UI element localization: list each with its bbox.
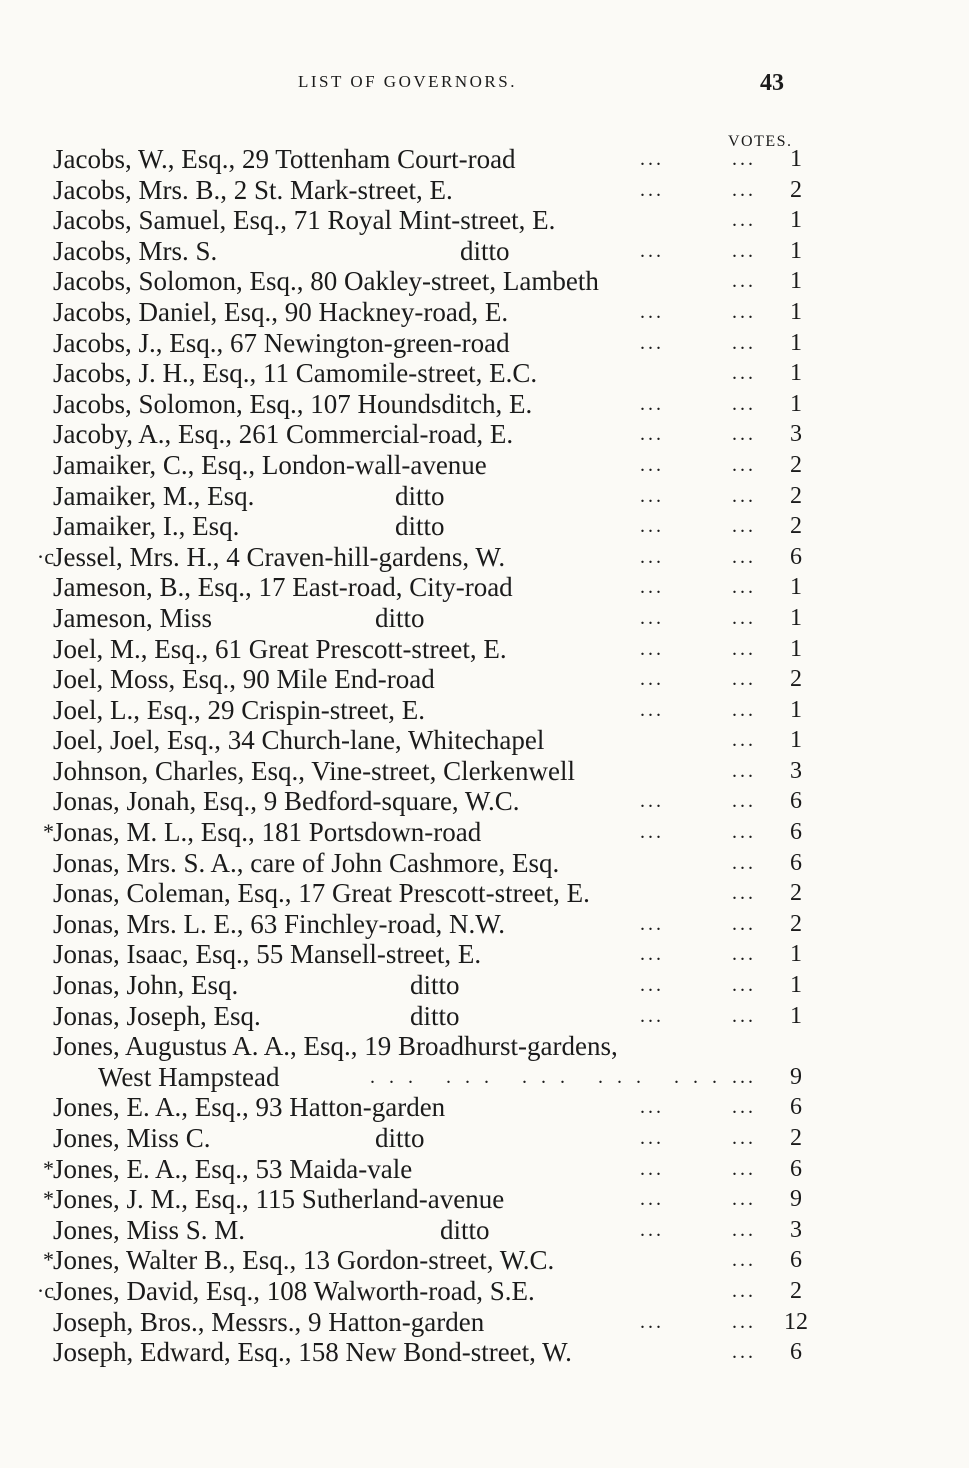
leader-dots: ...	[732, 606, 756, 629]
ditto-mark: ditto	[410, 1000, 460, 1031]
entry-name: Johnson, Charles, Esq., Vine-street, Clerkenwell	[53, 755, 576, 786]
entry-votes: 6	[790, 543, 802, 570]
leader-dots: ...	[732, 698, 756, 721]
list-entry	[0, 1184, 969, 1215]
entry-name: Jonas, Joseph, Esq.	[53, 1000, 261, 1031]
entry-votes: 1	[790, 941, 802, 968]
ditto-mark: ditto	[460, 235, 510, 266]
leader-dots: ...	[732, 392, 756, 415]
leader-dots: ...	[640, 668, 664, 691]
entry-votes: 2	[790, 910, 802, 937]
leader-dots: ...	[732, 1065, 756, 1088]
leader-dots: ...	[732, 882, 756, 905]
leader-dots: ...	[732, 362, 756, 385]
entry-votes: 6	[790, 788, 802, 815]
leader-dots: ...	[732, 668, 756, 691]
leader-dots: ...	[640, 974, 664, 997]
entry-name: Joel, Moss, Esq., 90 Mile End-road	[53, 664, 435, 695]
leader-dots: ...	[732, 759, 756, 782]
entry-name: Jonas, Coleman, Esq., 17 Great Prescott-street, E.	[53, 878, 590, 909]
ditto-mark: ditto	[395, 480, 445, 511]
list-entry	[0, 1307, 969, 1338]
leader-dots: ...	[732, 545, 756, 568]
list-entry	[0, 939, 969, 970]
list-entry	[0, 1154, 969, 1185]
leader-dots: ...	[732, 1218, 756, 1241]
entry-name: Jonas, Isaac, Esq., 55 Mansell-street, E.	[53, 939, 482, 970]
leader-dots: ...	[732, 943, 756, 966]
entry-name: Jacobs, Daniel, Esq., 90 Hackney-road, E.	[53, 296, 509, 327]
ditto-mark: ditto	[410, 970, 460, 1001]
leader-dots: ...	[640, 239, 664, 262]
entry-name: Jones, Miss C.	[53, 1123, 211, 1153]
entry-name: Joseph, Edward, Esq., 158 New Bond-street, W.	[53, 1337, 572, 1368]
leader-dots: ...	[640, 1188, 664, 1211]
entry-name: Jacobs, Mrs. S.	[53, 235, 218, 266]
leader-dots: ...	[640, 637, 664, 660]
list-entry	[0, 756, 969, 787]
leader-dots: ...	[732, 178, 756, 201]
list-entry	[0, 1092, 969, 1123]
entry-name: Jonas, Mrs. S. A., care of John Cashmore, Esq.	[53, 847, 560, 878]
entry-votes: 1	[790, 360, 802, 387]
entry-name: Jacobs, Samuel, Esq., 71 Royal Mint-street, E.	[53, 205, 556, 236]
leader-dots: ...	[640, 698, 664, 721]
entry-votes: 2	[790, 482, 802, 509]
entry-name: Joel, M., Esq., 61 Great Prescott-street, E.	[53, 633, 507, 664]
leader-dots: ...	[640, 453, 664, 476]
leader-dots: ...	[732, 729, 756, 752]
leader-dots: ...	[732, 1188, 756, 1211]
list-entry-continuation	[0, 1062, 969, 1093]
entry-name: Jones, Walter B., Esq., 13 Gordon-street, W.C.	[53, 1245, 555, 1276]
leader-dots: ...	[640, 1157, 664, 1180]
list-entry	[0, 358, 969, 389]
ditto-mark: ditto	[375, 1123, 425, 1153]
entry-votes: 9	[790, 1186, 802, 1213]
entry-votes: 1	[790, 237, 802, 264]
entry-votes: 2	[790, 513, 802, 540]
entry-name: West Hampstead	[98, 1061, 280, 1092]
leader-dots: ...	[640, 423, 664, 446]
list-entry	[0, 878, 969, 909]
leader-dots: ...	[732, 270, 756, 293]
list-entry	[0, 542, 969, 573]
leader-dots: ...	[732, 576, 756, 599]
ditto-mark: ditto	[395, 511, 445, 542]
list-entry	[0, 848, 969, 879]
list-entry	[0, 236, 969, 267]
entry-votes: 6	[790, 1247, 802, 1274]
entry-votes: 3	[790, 1216, 802, 1243]
leader-dots: ...	[732, 637, 756, 660]
entry-mark: *	[43, 1186, 54, 1212]
entry-votes: 1	[790, 207, 802, 234]
entry-name: Jones, E. A., Esq., 53 Maida-vale	[53, 1153, 413, 1184]
list-entry	[0, 970, 969, 1001]
list-entry	[0, 511, 969, 542]
leader-dots: ...	[640, 790, 664, 813]
entry-name: Jessel, Mrs. H., 4 Craven-hill-gardens, W.	[53, 541, 506, 572]
leader-dots: ... ... ... ... ...	[370, 1065, 731, 1088]
list-entry	[0, 817, 969, 848]
list-entry	[0, 205, 969, 236]
leader-dots: ...	[640, 148, 664, 170]
leader-dots: ...	[640, 1310, 664, 1333]
leader-dots: ...	[732, 1341, 756, 1364]
leader-dots: ...	[732, 209, 756, 232]
entry-votes: 1	[790, 604, 802, 631]
entry-votes: 6	[790, 819, 802, 846]
list-entry	[0, 725, 969, 756]
votes-column-heading: VOTES.	[728, 133, 793, 150]
leader-dots: ...	[640, 1127, 664, 1149]
entry-name: Jamaiker, I., Esq.	[53, 511, 240, 542]
entry-votes: 1	[790, 574, 802, 601]
leader-dots: ...	[732, 423, 756, 446]
entry-name: Jones, Miss S. M.	[53, 1214, 246, 1245]
entry-name: Jacobs, J., Esq., 67 Newington-green-road	[53, 327, 510, 358]
entry-votes: 1	[790, 696, 802, 723]
entry-name: Jones, Augustus A. A., Esq., 19 Broadhurst-gardens,	[53, 1031, 618, 1062]
entry-votes: 6	[790, 1094, 802, 1121]
entry-votes: 1	[790, 329, 802, 356]
list-entry	[0, 328, 969, 359]
entry-votes: 1	[790, 390, 802, 417]
list-entry	[0, 1245, 969, 1276]
list-entry	[0, 144, 969, 175]
entry-name: Jones, David, Esq., 108 Walworth-road, S.E.	[53, 1275, 535, 1306]
leader-dots: ...	[732, 974, 756, 997]
entry-votes: 1	[790, 1002, 802, 1029]
leader-dots: ...	[732, 1096, 756, 1119]
list-entry	[0, 634, 969, 665]
list-entry	[0, 1215, 969, 1246]
entry-name: Jones, J. M., Esq., 115 Sutherland-avenue	[53, 1184, 505, 1215]
leader-dots: ...	[640, 912, 664, 935]
entry-votes: 3	[790, 421, 802, 448]
leader-dots: ...	[640, 1218, 664, 1241]
list-entry	[0, 1001, 969, 1032]
list-entry	[0, 175, 969, 206]
list-entry	[0, 909, 969, 940]
entry-votes: 1	[790, 635, 802, 662]
entry-name: Jonas, Jonah, Esq., 9 Bedford-square, W.C.	[53, 786, 520, 817]
list-entry	[0, 1337, 969, 1368]
list-entry	[0, 786, 969, 817]
leader-dots: ...	[640, 331, 664, 354]
ditto-mark: ditto	[440, 1214, 490, 1245]
list-entry	[0, 1031, 969, 1062]
leader-dots: ...	[640, 484, 664, 507]
leader-dots: ...	[732, 515, 756, 538]
leader-dots: ...	[732, 790, 756, 813]
leader-dots: ...	[732, 1279, 756, 1302]
leader-dots: ...	[732, 148, 756, 170]
entry-name: Jacobs, Solomon, Esq., 80 Oakley-street, Lambeth	[53, 266, 599, 297]
entry-votes: 1	[790, 146, 802, 172]
list-entry	[0, 297, 969, 328]
leader-dots: ...	[640, 576, 664, 599]
entry-votes: 9	[790, 1063, 802, 1090]
entry-votes: 2	[790, 451, 802, 478]
leader-dots: ...	[732, 1127, 756, 1149]
entry-votes: 2	[790, 880, 802, 907]
entry-mark: *	[43, 819, 54, 845]
entry-name: Jacobs, J. H., Esq., 11 Camomile-street, E.C.	[53, 358, 538, 389]
entry-name: Jonas, Mrs. L. E., 63 Finchley-road, N.W.	[53, 908, 505, 939]
leader-dots: ...	[640, 606, 664, 629]
entry-name: Jacoby, A., Esq., 261 Commercial-road, E.	[53, 419, 514, 450]
list-entry	[0, 419, 969, 450]
leader-dots: ...	[732, 912, 756, 935]
list-entry	[0, 664, 969, 695]
entry-votes: 2	[790, 176, 802, 203]
leader-dots: ...	[732, 851, 756, 874]
entry-votes: 6	[790, 1339, 802, 1366]
entry-name: Jacobs, Solomon, Esq., 107 Houndsditch, E.	[53, 388, 533, 419]
leader-dots: ...	[732, 331, 756, 354]
leader-dots: ...	[732, 821, 756, 844]
list-entry	[0, 1123, 969, 1154]
leader-dots: ...	[640, 1096, 664, 1119]
entry-name: Jacobs, W., Esq., 29 Tottenham Court-road	[53, 144, 516, 174]
leader-dots: ...	[640, 1004, 664, 1027]
leader-dots: ...	[640, 300, 664, 323]
list-entry	[0, 695, 969, 726]
entry-votes: 1	[790, 268, 802, 295]
page-number: 43	[760, 70, 784, 96]
leader-dots: ...	[732, 484, 756, 507]
list-entry	[0, 481, 969, 512]
entry-name: Jamaiker, C., Esq., London-wall-avenue	[53, 449, 487, 480]
entry-name: Jacobs, Mrs. B., 2 St. Mark-street, E.	[53, 174, 453, 205]
entry-votes: 3	[790, 757, 802, 784]
leader-dots: ...	[732, 239, 756, 262]
list-entry	[0, 389, 969, 420]
list-entry	[0, 266, 969, 297]
entry-votes: 1	[790, 727, 802, 754]
leader-dots: ...	[640, 178, 664, 201]
list-entry	[0, 572, 969, 603]
entry-votes: 12	[784, 1308, 808, 1335]
entry-mark: ·c	[36, 1277, 54, 1303]
entry-votes: 6	[790, 1155, 802, 1182]
leader-dots: ...	[640, 943, 664, 966]
list-entry	[0, 450, 969, 481]
entry-name: Jameson, B., Esq., 17 East-road, City-road	[53, 572, 513, 603]
leader-dots: ...	[640, 545, 664, 568]
entry-name: Joel, L., Esq., 29 Crispin-street, E.	[53, 694, 425, 725]
entry-votes: 2	[790, 1277, 802, 1304]
leader-dots: ...	[640, 821, 664, 844]
entry-votes: 1	[790, 298, 802, 325]
leader-dots: ...	[732, 1004, 756, 1027]
entry-votes: 6	[790, 849, 802, 876]
running-header: LIST OF GOVERNORS.	[298, 72, 517, 91]
list-entry	[0, 1276, 969, 1307]
leader-dots: ...	[640, 515, 664, 538]
entry-name: Jones, E. A., Esq., 93 Hatton-garden	[53, 1092, 446, 1123]
entry-mark: *	[43, 1155, 54, 1181]
entry-mark: *	[43, 1247, 54, 1273]
leader-dots: ...	[732, 453, 756, 476]
list-entry	[0, 603, 969, 634]
leader-dots: ...	[640, 392, 664, 415]
entry-name: Joseph, Bros., Messrs., 9 Hatton-garden	[53, 1306, 485, 1337]
leader-dots: ...	[732, 1310, 756, 1333]
entry-votes: 2	[790, 666, 802, 693]
entry-votes: 1	[790, 972, 802, 999]
entry-name: Joel, Joel, Esq., 34 Church-lane, Whitechapel	[53, 725, 545, 756]
entry-name: Jonas, M. L., Esq., 181 Portsdown-road	[53, 817, 482, 848]
governors-list	[0, 144, 969, 1368]
entry-mark: ·c	[36, 543, 54, 569]
ditto-mark: ditto	[375, 602, 425, 633]
leader-dots: ...	[732, 1157, 756, 1180]
entry-name: Jamaiker, M., Esq.	[53, 480, 255, 511]
entry-votes: 2	[790, 1125, 802, 1151]
leader-dots: ...	[732, 1249, 756, 1272]
leader-dots: ...	[732, 300, 756, 323]
entry-name: Jameson, Miss	[53, 602, 213, 633]
entry-name: Jonas, John, Esq.	[53, 970, 239, 1001]
